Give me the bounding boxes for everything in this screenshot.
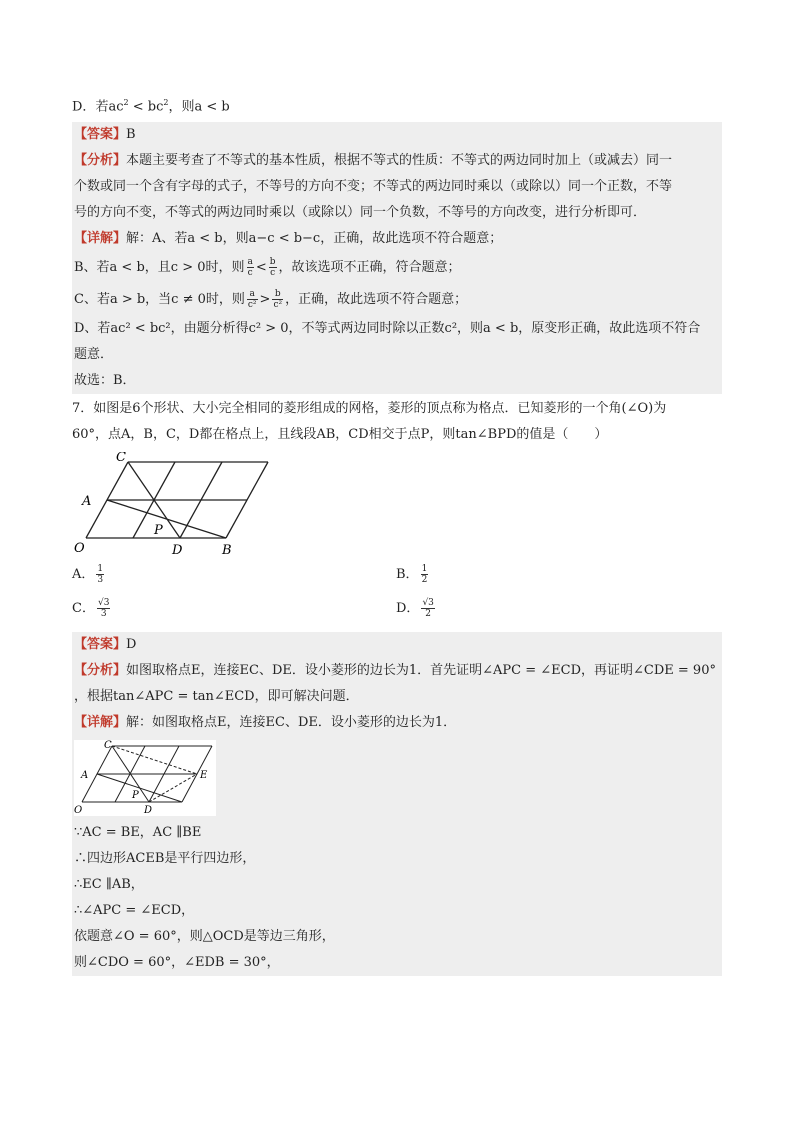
proof-step: ∴EC ∥AB， (74, 877, 144, 893)
analysis-line: 号的方向不变，不等式的两边同时乘以（或除以）同一个负数，不等号的方向改变，进行分析即可． (74, 205, 647, 221)
fig2-label-p: P (132, 790, 139, 802)
proof-step: ∴四边形ACEB是平行四边形， (74, 851, 256, 867)
analysis-line: 【分析】如图取格点E，连接EC、DE．设小菱形的边长为1．首先证明∠APC = ∠ECD，再证明∠CDE = 90° (74, 663, 716, 679)
detail-line-b: B、若a < b，且c > 0时，则 $\frac{a}{c}$ < $\frac{b}{c}$ ，故该选项不正确，符合题意； (74, 257, 461, 279)
analysis-tag: 【分析】 (74, 153, 127, 169)
option-d[interactable]: D． $\frac{√3}{2}$ (396, 598, 434, 620)
question-7-line: 7．如图是6个形状、大小完全相同的菱形组成的网格，菱形的顶点称为格点．已知菱形的一个角(∠O)为 (72, 401, 667, 417)
rhombus-grid-figure (72, 452, 282, 562)
detail-line-d: D、若ac² < bc²，由题分析得c² > 0，不等式两边同时除以正数c²，则a < b，原变形正确，故此选项不符合 (74, 321, 701, 337)
analysis-line: ，根据tan∠APC = tan∠ECD，即可解决问题． (74, 689, 359, 705)
fraction: $\frac{a}{\text{c²}}$ (247, 289, 257, 311)
label-o: O (74, 541, 85, 557)
option-a[interactable]: A． $\frac{1}{3}$ (72, 564, 104, 586)
label-b: B (222, 543, 232, 559)
label-c: C (116, 452, 126, 466)
answer-tag: 【答案】 (74, 127, 127, 143)
label-d: D (172, 543, 183, 559)
label-p: P (154, 523, 163, 539)
detail-line-c: C、若a > b，当c ≠ 0时，则 $\frac{a}{\text{c²}}$ > $\frac{b}{\text{c²}}$ ，正确，故此选项不符合题意； (74, 289, 468, 311)
document-page (72, 90, 722, 976)
option-c[interactable]: C． $\frac{√3}{3}$ (72, 598, 110, 620)
fig2-label-a: A (81, 770, 89, 782)
fraction: $\frac{b}{c}$ (269, 257, 276, 279)
detail-tag: 【详解】 (74, 715, 127, 731)
question-7-line: 60°，点A，B，C，D都在格点上，且线段AB，CD相交于点P，则tan∠BPD的值是（ ） (72, 427, 608, 443)
proof-step: ∴∠APC = ∠ECD， (74, 903, 195, 919)
detail-line: 【详解】解：A、若a < b，则a−c < b−c，正确，故此选项不符合题意； (74, 231, 503, 247)
detail-line: 【详解】解：如图取格点E，连接EC、DE．设小菱形的边长为1． (74, 715, 457, 731)
solution-block-2 (72, 632, 722, 976)
answer-tag: 【答案】 (74, 637, 127, 653)
rhombus-grid-figure-with-e (74, 740, 216, 816)
analysis-line: 个数或同一个含有字母的式子，不等号的方向不变；不等式的两边同时乘以（或除以）同一个正数，不等 (74, 179, 673, 195)
analysis-tag: 【分析】 (74, 663, 127, 679)
answer-line: 【答案】B (74, 127, 136, 143)
solution-block-1 (72, 122, 722, 394)
fig2-label-e: E (200, 770, 208, 782)
option-d-previous: D．若$ac^2 < bc^2$，则a < b (72, 98, 230, 115)
proof-step: ∵AC = BE，AC ∥BE (74, 825, 202, 841)
detail-line-d: 题意． (74, 347, 114, 363)
proof-step: 依题意∠O = 60°，则△OCD是等边三角形， (74, 929, 335, 945)
fraction: $\frac{b}{\text{c²}}$ (273, 289, 283, 311)
detail-tag: 【详解】 (74, 231, 127, 247)
answer-line: 【答案】D (74, 637, 137, 653)
choose-line: 故选：B． (74, 373, 136, 389)
option-b[interactable]: B． $\frac{1}{2}$ (396, 564, 428, 586)
label-a: A (82, 494, 92, 510)
fig2-label-d: D (144, 805, 153, 817)
fig2-label-o: O (74, 805, 83, 817)
fig2-label-c: C (104, 740, 112, 752)
answer-options (72, 562, 722, 632)
proof-step: 则∠CDO = 60°，∠EDB = 30°， (74, 955, 280, 971)
analysis-line: 【分析】本题主要考查了不等式的基本性质，根据不等式的性质：不等式的两边同时加上（或减去）同一 (74, 153, 673, 169)
fraction: $\frac{a}{c}$ (247, 257, 253, 279)
